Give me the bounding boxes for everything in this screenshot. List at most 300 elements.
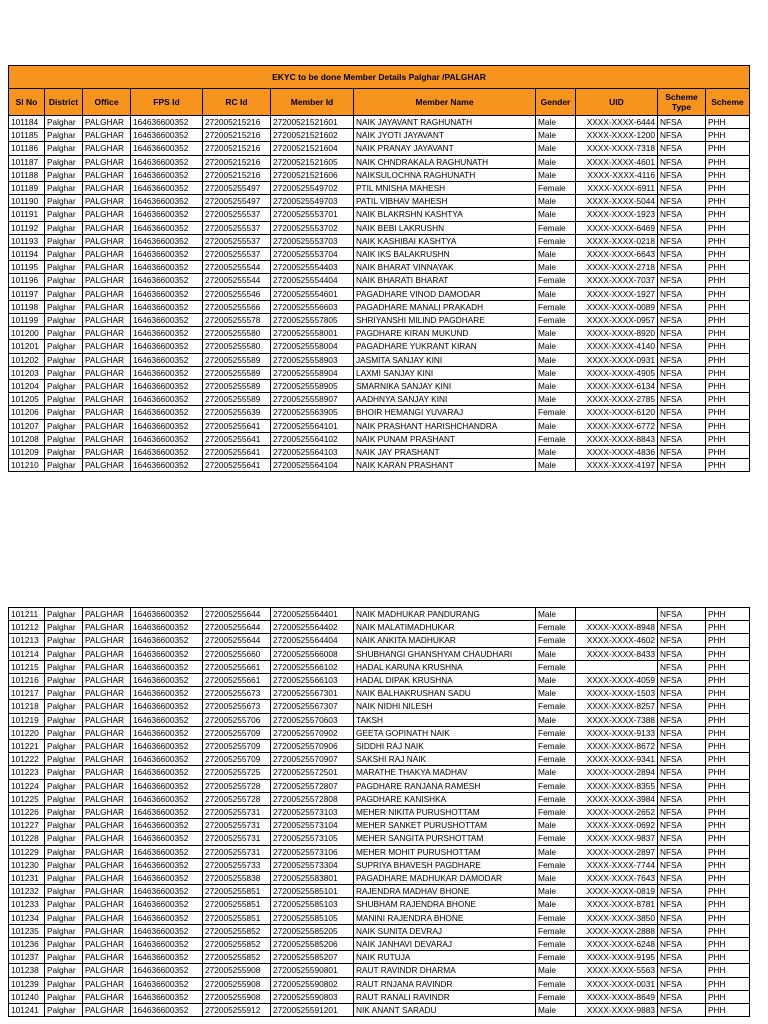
cell-district: Palghar: [45, 660, 83, 673]
table-row: [9, 459, 750, 472]
table-row: [9, 261, 750, 274]
cell-scheme: PHH: [706, 634, 750, 647]
cell-office: PALGHAR: [83, 248, 131, 261]
cell-office: PALGHAR: [83, 446, 131, 459]
cell-member-id: 27200525554404: [271, 274, 354, 287]
cell-district: Palghar: [45, 740, 83, 753]
cell-sl-no: 101196: [9, 274, 45, 287]
cell-scheme-type: NFSA: [658, 182, 706, 195]
cell-scheme: PHH: [706, 951, 750, 964]
table-row: [9, 713, 750, 726]
cell-gender: Male: [536, 327, 576, 340]
cell-office: PALGHAR: [83, 660, 131, 673]
cell-sl-no: 101215: [9, 660, 45, 673]
cell-uid: XXXX-XXXX-0957: [576, 314, 658, 327]
cell-sl-no: 101229: [9, 845, 45, 858]
cell-member-id: 27200525583801: [271, 872, 354, 885]
cell-sl-no: 101225: [9, 792, 45, 805]
cell-office: PALGHAR: [83, 700, 131, 713]
table-row: [9, 832, 750, 845]
cell-fps-id: 164636600352: [131, 248, 203, 261]
cell-office: PALGHAR: [83, 806, 131, 819]
cell-fps-id: 164636600352: [131, 446, 203, 459]
cell-office: PALGHAR: [83, 713, 131, 726]
cell-sl-no: 101236: [9, 938, 45, 951]
cell-member-id: 27200525567301: [271, 687, 354, 700]
cell-rc-id: 272005255537: [203, 208, 271, 221]
cell-fps-id: 164636600352: [131, 393, 203, 406]
cell-district: Palghar: [45, 353, 83, 366]
cell-uid: XXXX-XXXX-6134: [576, 380, 658, 393]
cell-scheme-type: NFSA: [658, 366, 706, 379]
cell-member-name: NAIK MALATIMADHUKAR: [354, 621, 536, 634]
cell-gender: Male: [536, 446, 576, 459]
cell-gender: Male: [536, 898, 576, 911]
cell-fps-id: 164636600352: [131, 713, 203, 726]
cell-fps-id: 164636600352: [131, 459, 203, 472]
cell-fps-id: 164636600352: [131, 792, 203, 805]
column-header-office: Office: [83, 89, 131, 116]
cell-fps-id: 164636600352: [131, 340, 203, 353]
cell-member-id: 27200525590803: [271, 990, 354, 1003]
table-row: [9, 248, 750, 261]
cell-scheme: PHH: [706, 419, 750, 432]
table-row: [9, 300, 750, 313]
table-row: [9, 858, 750, 871]
cell-sl-no: 101217: [9, 687, 45, 700]
cell-scheme-type: NFSA: [658, 647, 706, 660]
cell-rc-id: 272005255852: [203, 924, 271, 937]
cell-member-name: NAIK CHNDRAKALA RAGHUNATH: [354, 155, 536, 168]
table-row: [9, 977, 750, 990]
cell-district: Palghar: [45, 446, 83, 459]
cell-uid: [576, 660, 658, 673]
cell-district: Palghar: [45, 911, 83, 924]
cell-member-name: NAIK SUNITA DEVRAJ: [354, 924, 536, 937]
cell-fps-id: 164636600352: [131, 261, 203, 274]
cell-uid: XXXX-XXXX-2897: [576, 845, 658, 858]
cell-scheme: PHH: [706, 700, 750, 713]
cell-uid: XXXX-XXXX-6248: [576, 938, 658, 951]
cell-office: PALGHAR: [83, 168, 131, 181]
cell-member-name: NAIK NIDHI NILESH: [354, 700, 536, 713]
cell-member-name: NAIK PUNAM PRASHANT: [354, 432, 536, 445]
cell-rc-id: 272005255661: [203, 660, 271, 673]
cell-fps-id: 164636600352: [131, 116, 203, 129]
cell-uid: XXXX-XXXX-8672: [576, 740, 658, 753]
cell-member-id: 27200525566103: [271, 674, 354, 687]
cell-office: PALGHAR: [83, 300, 131, 313]
cell-scheme-type: NFSA: [658, 845, 706, 858]
cell-rc-id: 272005255851: [203, 911, 271, 924]
cell-gender: Female: [536, 806, 576, 819]
cell-member-id: 27200525570902: [271, 726, 354, 739]
cell-member-name: NAIK PRANAY JAYAVANT: [354, 142, 536, 155]
cell-member-id: 27200525572501: [271, 766, 354, 779]
table-row: [9, 779, 750, 792]
cell-scheme-type: NFSA: [658, 951, 706, 964]
table-row: [9, 129, 750, 142]
cell-member-name: PAGDHARE KANISHKA: [354, 792, 536, 805]
cell-district: Palghar: [45, 300, 83, 313]
cell-fps-id: 164636600352: [131, 647, 203, 660]
cell-member-id: 27200521521602: [271, 129, 354, 142]
cell-scheme-type: NFSA: [658, 287, 706, 300]
table-row: [9, 353, 750, 366]
cell-gender: Male: [536, 366, 576, 379]
cell-gender: Female: [536, 726, 576, 739]
table-row: [9, 116, 750, 129]
cell-gender: Female: [536, 221, 576, 234]
cell-uid: XXXX-XXXX-7388: [576, 713, 658, 726]
cell-gender: Male: [536, 393, 576, 406]
cell-rc-id: 272005255641: [203, 432, 271, 445]
cell-district: Palghar: [45, 221, 83, 234]
cell-member-id: 27200525567307: [271, 700, 354, 713]
cell-fps-id: 164636600352: [131, 287, 203, 300]
cell-gender: Female: [536, 314, 576, 327]
cell-rc-id: 272005255641: [203, 419, 271, 432]
cell-fps-id: 164636600352: [131, 924, 203, 937]
cell-scheme: PHH: [706, 234, 750, 247]
table-row: [9, 155, 750, 168]
report-title: EKYC to be done Member Details Palghar /PALGHAR: [9, 66, 750, 89]
cell-member-id: 27200521521601: [271, 116, 354, 129]
cell-sl-no: 101185: [9, 129, 45, 142]
cell-office: PALGHAR: [83, 990, 131, 1003]
cell-scheme: PHH: [706, 300, 750, 313]
cell-scheme: PHH: [706, 406, 750, 419]
cell-office: PALGHAR: [83, 819, 131, 832]
cell-sl-no: 101221: [9, 740, 45, 753]
cell-fps-id: 164636600352: [131, 300, 203, 313]
cell-rc-id: 272005255731: [203, 819, 271, 832]
table-row: [9, 634, 750, 647]
cell-member-name: MEHER SANKET PURUSHOTTAM: [354, 819, 536, 832]
cell-sl-no: 101191: [9, 208, 45, 221]
cell-uid: XXXX-XXXX-9341: [576, 753, 658, 766]
cell-sl-no: 101211: [9, 608, 45, 621]
cell-office: PALGHAR: [83, 366, 131, 379]
cell-uid: XXXX-XXXX-8920: [576, 327, 658, 340]
cell-gender: Male: [536, 380, 576, 393]
cell-member-id: 27200525553703: [271, 234, 354, 247]
cell-gender: Female: [536, 432, 576, 445]
cell-scheme: PHH: [706, 806, 750, 819]
cell-scheme: PHH: [706, 274, 750, 287]
cell-office: PALGHAR: [83, 234, 131, 247]
cell-member-name: NAIK ANKITA MADHUKAR: [354, 634, 536, 647]
cell-sl-no: 101204: [9, 380, 45, 393]
cell-member-name: NAIK BHARAT VINNAYAK: [354, 261, 536, 274]
cell-scheme: PHH: [706, 608, 750, 621]
cell-scheme: PHH: [706, 647, 750, 660]
cell-gender: Male: [536, 353, 576, 366]
member-table-page-2: [8, 607, 750, 1017]
cell-fps-id: 164636600352: [131, 155, 203, 168]
cell-office: PALGHAR: [83, 726, 131, 739]
cell-gender: Female: [536, 660, 576, 673]
cell-sl-no: 101216: [9, 674, 45, 687]
cell-district: Palghar: [45, 1004, 83, 1017]
cell-sl-no: 101234: [9, 911, 45, 924]
cell-sl-no: 101214: [9, 647, 45, 660]
cell-sl-no: 101231: [9, 872, 45, 885]
cell-office: PALGHAR: [83, 753, 131, 766]
cell-member-name: PTIL MNISHA MAHESH: [354, 182, 536, 195]
cell-sl-no: 101200: [9, 327, 45, 340]
cell-office: PALGHAR: [83, 327, 131, 340]
cell-fps-id: 164636600352: [131, 964, 203, 977]
cell-rc-id: 272005255644: [203, 608, 271, 621]
cell-rc-id: 272005255851: [203, 885, 271, 898]
cell-scheme: PHH: [706, 792, 750, 805]
cell-rc-id: 272005255580: [203, 340, 271, 353]
cell-scheme-type: NFSA: [658, 687, 706, 700]
table-row: [9, 208, 750, 221]
cell-district: Palghar: [45, 340, 83, 353]
cell-scheme: PHH: [706, 129, 750, 142]
cell-uid: XXXX-XXXX-1927: [576, 287, 658, 300]
cell-scheme-type: NFSA: [658, 660, 706, 673]
cell-uid: XXXX-XXXX-2894: [576, 766, 658, 779]
cell-rc-id: 272005255673: [203, 687, 271, 700]
table-row: [9, 647, 750, 660]
cell-member-name: MARATHE THAKYA MADHAV: [354, 766, 536, 779]
cell-sl-no: 101227: [9, 819, 45, 832]
column-header-member-name: Member Name: [354, 89, 536, 116]
cell-gender: Male: [536, 168, 576, 181]
cell-rc-id: 272005255709: [203, 753, 271, 766]
cell-member-name: MEHER NIKITA PURUSHOTTAM: [354, 806, 536, 819]
cell-rc-id: 272005255660: [203, 647, 271, 660]
cell-member-name: PAGADHARE MANALI PRAKADH: [354, 300, 536, 313]
cell-office: PALGHAR: [83, 261, 131, 274]
cell-rc-id: 272005215216: [203, 116, 271, 129]
cell-gender: Female: [536, 990, 576, 1003]
cell-fps-id: 164636600352: [131, 432, 203, 445]
cell-gender: Male: [536, 687, 576, 700]
cell-member-id: 27200525549703: [271, 195, 354, 208]
cell-rc-id: 272005255733: [203, 858, 271, 871]
cell-uid: XXXX-XXXX-8948: [576, 621, 658, 634]
table-row: [9, 380, 750, 393]
cell-office: PALGHAR: [83, 287, 131, 300]
cell-office: PALGHAR: [83, 832, 131, 845]
cell-fps-id: 164636600352: [131, 674, 203, 687]
cell-scheme: PHH: [706, 1004, 750, 1017]
cell-district: Palghar: [45, 380, 83, 393]
cell-sl-no: 101235: [9, 924, 45, 937]
cell-member-id: 27200525590802: [271, 977, 354, 990]
cell-sl-no: 101220: [9, 726, 45, 739]
cell-scheme-type: NFSA: [658, 314, 706, 327]
cell-sl-no: 101230: [9, 858, 45, 871]
cell-uid: XXXX-XXXX-4197: [576, 459, 658, 472]
cell-district: Palghar: [45, 608, 83, 621]
cell-member-id: 27200521521604: [271, 142, 354, 155]
cell-district: Palghar: [45, 872, 83, 885]
cell-scheme-type: NFSA: [658, 898, 706, 911]
cell-uid: XXXX-XXXX-4116: [576, 168, 658, 181]
cell-district: Palghar: [45, 674, 83, 687]
table-row: [9, 700, 750, 713]
cell-uid: XXXX-XXXX-0692: [576, 819, 658, 832]
cell-uid: XXXX-XXXX-2785: [576, 393, 658, 406]
cell-scheme: PHH: [706, 740, 750, 753]
cell-fps-id: 164636600352: [131, 353, 203, 366]
cell-scheme: PHH: [706, 845, 750, 858]
cell-gender: Female: [536, 858, 576, 871]
cell-office: PALGHAR: [83, 779, 131, 792]
cell-sl-no: 101206: [9, 406, 45, 419]
cell-scheme-type: NFSA: [658, 446, 706, 459]
cell-scheme: PHH: [706, 885, 750, 898]
cell-scheme: PHH: [706, 621, 750, 634]
cell-rc-id: 272005255706: [203, 713, 271, 726]
cell-fps-id: 164636600352: [131, 898, 203, 911]
table-row: [9, 792, 750, 805]
cell-scheme-type: NFSA: [658, 608, 706, 621]
cell-district: Palghar: [45, 195, 83, 208]
cell-fps-id: 164636600352: [131, 753, 203, 766]
cell-district: Palghar: [45, 287, 83, 300]
cell-scheme-type: NFSA: [658, 964, 706, 977]
cell-office: PALGHAR: [83, 608, 131, 621]
cell-scheme-type: NFSA: [658, 858, 706, 871]
cell-member-name: AADHNYA SANJAY KINI: [354, 393, 536, 406]
cell-member-name: RAUT RNJANA RAVINDR: [354, 977, 536, 990]
cell-district: Palghar: [45, 406, 83, 419]
cell-rc-id: 272005255731: [203, 845, 271, 858]
cell-scheme: PHH: [706, 660, 750, 673]
cell-district: Palghar: [45, 261, 83, 274]
cell-member-name: HADAL KARUNA KRUSHNA: [354, 660, 536, 673]
table-row: [9, 885, 750, 898]
cell-district: Palghar: [45, 327, 83, 340]
cell-scheme-type: NFSA: [658, 129, 706, 142]
cell-member-name: PAGDHARE RANJANA RAMESH: [354, 779, 536, 792]
cell-rc-id: 272005255589: [203, 380, 271, 393]
cell-fps-id: 164636600352: [131, 872, 203, 885]
cell-district: Palghar: [45, 621, 83, 634]
cell-member-name: NAIK RUTUJA: [354, 951, 536, 964]
cell-scheme-type: NFSA: [658, 234, 706, 247]
cell-member-name: NAIK JYOTI JAYAVANT: [354, 129, 536, 142]
cell-sl-no: 101232: [9, 885, 45, 898]
cell-member-name: NAIK PRASHANT HARISHCHANDRA: [354, 419, 536, 432]
table-row: [9, 608, 750, 621]
cell-office: PALGHAR: [83, 885, 131, 898]
cell-gender: Male: [536, 766, 576, 779]
table-row: [9, 168, 750, 181]
cell-scheme: PHH: [706, 366, 750, 379]
cell-gender: Male: [536, 208, 576, 221]
cell-uid: XXXX-XXXX-8257: [576, 700, 658, 713]
cell-scheme: PHH: [706, 314, 750, 327]
cell-fps-id: 164636600352: [131, 990, 203, 1003]
cell-sl-no: 101197: [9, 287, 45, 300]
cell-gender: Male: [536, 248, 576, 261]
cell-rc-id: 272005255673: [203, 700, 271, 713]
table-row: [9, 1004, 750, 1017]
cell-uid: XXXX-XXXX-1503: [576, 687, 658, 700]
cell-office: PALGHAR: [83, 924, 131, 937]
cell-scheme-type: NFSA: [658, 168, 706, 181]
cell-scheme-type: NFSA: [658, 116, 706, 129]
cell-fps-id: 164636600352: [131, 634, 203, 647]
cell-rc-id: 272005255580: [203, 327, 271, 340]
cell-scheme-type: NFSA: [658, 300, 706, 313]
cell-scheme: PHH: [706, 990, 750, 1003]
cell-member-id: 27200525553701: [271, 208, 354, 221]
cell-scheme-type: NFSA: [658, 353, 706, 366]
cell-fps-id: 164636600352: [131, 621, 203, 634]
cell-fps-id: 164636600352: [131, 700, 203, 713]
cell-scheme: PHH: [706, 459, 750, 472]
cell-office: PALGHAR: [83, 687, 131, 700]
cell-district: Palghar: [45, 779, 83, 792]
cell-rc-id: 272005255589: [203, 366, 271, 379]
cell-office: PALGHAR: [83, 380, 131, 393]
cell-office: PALGHAR: [83, 951, 131, 964]
cell-scheme: PHH: [706, 182, 750, 195]
cell-uid: XXXX-XXXX-1200: [576, 129, 658, 142]
cell-sl-no: 101207: [9, 419, 45, 432]
cell-office: PALGHAR: [83, 142, 131, 155]
cell-member-id: 27200525553702: [271, 221, 354, 234]
cell-gender: Female: [536, 406, 576, 419]
cell-office: PALGHAR: [83, 182, 131, 195]
cell-district: Palghar: [45, 726, 83, 739]
cell-gender: Male: [536, 647, 576, 660]
cell-uid: XXXX-XXXX-1923: [576, 208, 658, 221]
table-row: [9, 726, 750, 739]
column-header-fps-id: FPS Id: [131, 89, 203, 116]
table-row: [9, 314, 750, 327]
column-header-member-id: Member Id: [271, 89, 354, 116]
cell-uid: XXXX-XXXX-0089: [576, 300, 658, 313]
cell-gender: Male: [536, 713, 576, 726]
cell-member-name: RAUT RANALI RAVINDR: [354, 990, 536, 1003]
cell-sl-no: 101203: [9, 366, 45, 379]
cell-district: Palghar: [45, 938, 83, 951]
cell-rc-id: 272005255537: [203, 248, 271, 261]
cell-uid: XXXX-XXXX-4140: [576, 340, 658, 353]
cell-district: Palghar: [45, 155, 83, 168]
cell-sl-no: 101190: [9, 195, 45, 208]
cell-office: PALGHAR: [83, 195, 131, 208]
cell-district: Palghar: [45, 234, 83, 247]
cell-sl-no: 101198: [9, 300, 45, 313]
cell-gender: Male: [536, 340, 576, 353]
cell-member-id: 27200525554403: [271, 261, 354, 274]
cell-district: Palghar: [45, 898, 83, 911]
cell-district: Palghar: [45, 700, 83, 713]
cell-scheme: PHH: [706, 221, 750, 234]
cell-fps-id: 164636600352: [131, 1004, 203, 1017]
cell-sl-no: 101186: [9, 142, 45, 155]
cell-member-id: 27200525558905: [271, 380, 354, 393]
cell-member-id: 27200525585205: [271, 924, 354, 937]
cell-rc-id: 272005255497: [203, 195, 271, 208]
cell-rc-id: 272005255728: [203, 779, 271, 792]
cell-member-name: NAIK BEBI LAKRUSHN: [354, 221, 536, 234]
cell-uid: XXXX-XXXX-0031: [576, 977, 658, 990]
cell-office: PALGHAR: [83, 340, 131, 353]
cell-member-id: 27200525572807: [271, 779, 354, 792]
cell-member-name: RAJENDRA MADHAV BHONE: [354, 885, 536, 898]
